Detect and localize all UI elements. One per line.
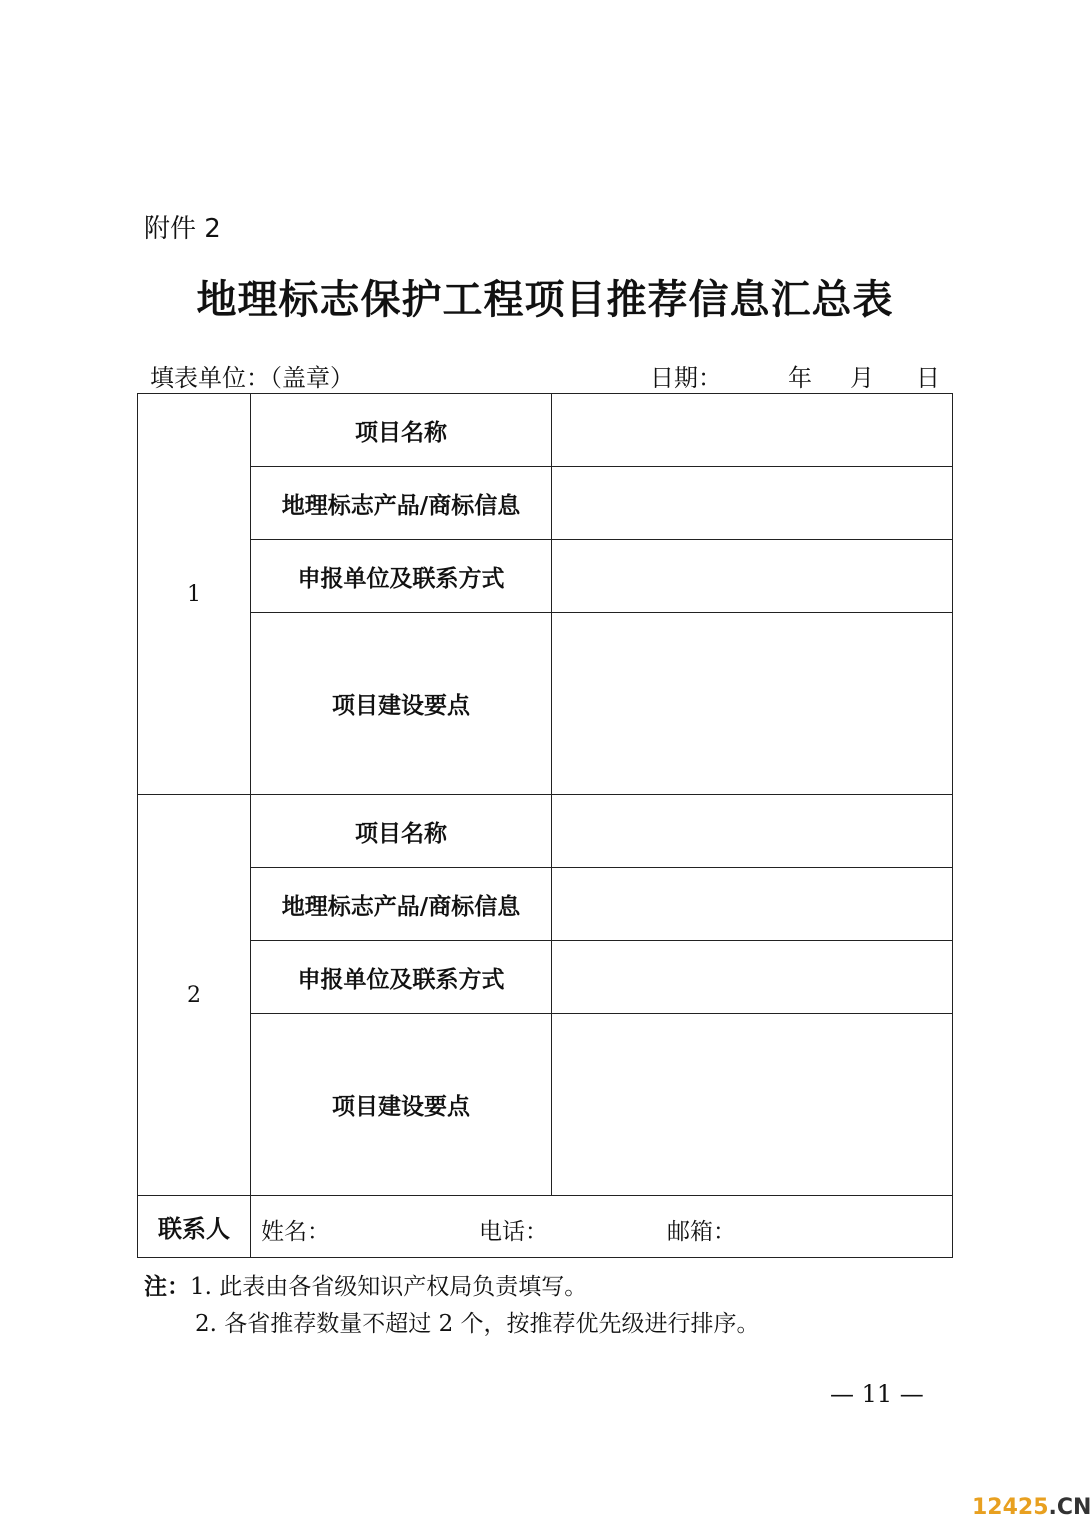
field-label: 项目建设要点 [251,613,552,795]
note-item-1: 1. 此表由各省级知识产权局负责填写。 [190,1274,588,1300]
watermark-domain: .CN [1048,1495,1091,1520]
field-label: 地理标志产品/商标信息 [251,868,552,941]
watermark [972,1495,1091,1520]
attachment-label: 附件 2 [144,214,221,244]
field-value-cell[interactable] [552,540,953,613]
watermark-number: 12425 [972,1495,1049,1520]
field-label: 项目名称 [251,394,552,467]
table-row [138,795,953,868]
date-month: 月 [850,364,874,392]
table-row [138,1014,953,1196]
contact-email-label: 邮箱： [667,1219,736,1245]
contact-fields[interactable] [251,1196,953,1258]
contact-row [138,1196,953,1258]
date-year: 年 [788,364,812,392]
table-row [138,467,953,540]
page-number: — 11 — [830,1380,924,1408]
note-1 [144,1268,587,1301]
table-row [138,394,953,467]
field-value-cell[interactable] [552,1014,953,1196]
field-label: 地理标志产品/商标信息 [251,467,552,540]
contact-phone-label: 电话： [479,1219,548,1245]
group-index: 2 [138,795,251,1196]
contact-name-label: 姓名： [261,1219,330,1245]
summary-table [137,393,953,1258]
note-head: 注： [144,1274,190,1300]
field-label: 项目建设要点 [251,1014,552,1196]
contact-label: 联系人 [138,1196,251,1258]
table-row [138,540,953,613]
field-value-cell[interactable] [552,394,953,467]
table-row [138,613,953,795]
field-value-cell[interactable] [552,613,953,795]
field-value-cell[interactable] [552,868,953,941]
field-label: 申报单位及联系方式 [251,941,552,1014]
date-day: 日 [916,364,940,392]
table-row [138,868,953,941]
group-index: 1 [138,394,251,795]
field-value-cell[interactable] [552,795,953,868]
field-value-cell[interactable] [552,941,953,1014]
fill-unit-label: 填表单位：（盖章） [150,364,354,392]
field-value-cell[interactable] [552,467,953,540]
table-row [138,941,953,1014]
page-title: 地理标志保护工程项目推荐信息汇总表 [196,277,894,323]
note-item-2: 2. 各省推荐数量不超过 2 个，按推荐优先级进行排序。 [195,1311,760,1337]
date-label: 日期： [650,364,722,392]
field-label: 申报单位及联系方式 [251,540,552,613]
field-label: 项目名称 [251,795,552,868]
